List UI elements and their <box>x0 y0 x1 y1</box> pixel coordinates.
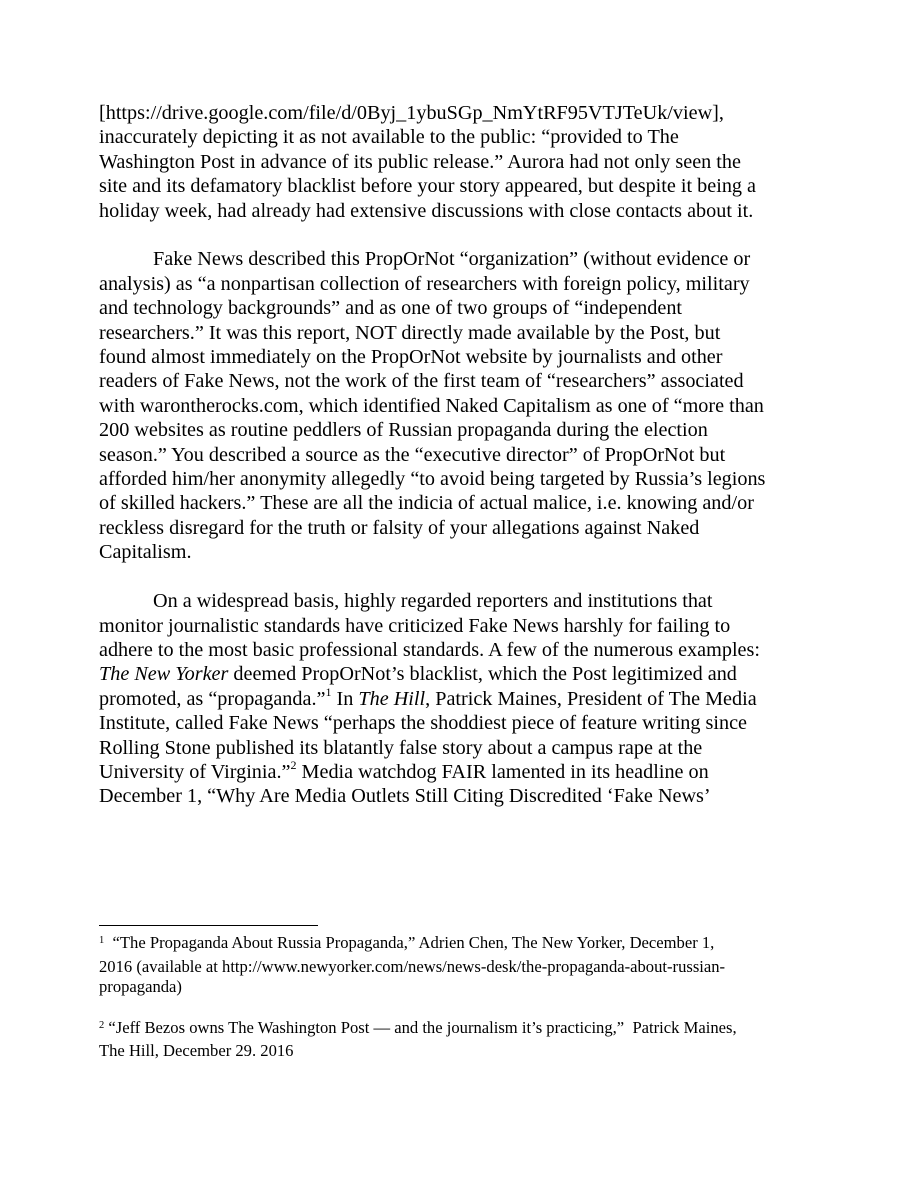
text-line: readers of Fake News, not the work of the first team of “researchers” associated <box>99 370 744 393</box>
text-line: holiday week, had already had extensive discussions with close contacts about it. <box>99 199 754 222</box>
footnote-mark: 1 <box>99 935 105 946</box>
footnotes <box>99 933 824 1082</box>
text-line: reckless disregard for the truth or falsity of your allegations against Naked <box>99 516 700 539</box>
publication-title: The New Yorker <box>99 663 229 686</box>
footnote-line: propaganda) <box>99 977 182 997</box>
text-line: [https://drive.google.com/file/d/0Byj_1ybuSGp_NmYtRF95VTJTeUk/view], <box>99 102 724 124</box>
text-line: inaccurately depicting it as not available to the public: “provided to The <box>99 126 679 149</box>
footnote-ref: 1 <box>325 684 332 699</box>
text-line: Fake News described this PropOrNot “organization” (without evidence or <box>153 248 751 271</box>
paragraph-2 <box>99 247 824 564</box>
text-run: University of Virginia.” <box>99 760 291 783</box>
text-line: analysis) as “a nonpartisan collection of researchers with foreign policy, military <box>99 272 750 295</box>
text-run: In <box>331 687 359 710</box>
text-line: 200 websites as routine peddlers of Russian propaganda during the election <box>99 419 708 442</box>
text-line: Capitalism. <box>99 541 192 564</box>
footnote-line <box>99 1018 824 1042</box>
text-line: season.” You described a source as the “executive director” of PropOrNot but <box>99 443 726 466</box>
publication-title: The Hill <box>358 687 426 710</box>
footnote-line: 2016 (available at http://www.newyorker.com/news/news-desk/the-propaganda-about-russian- <box>99 956 726 976</box>
footnote-mark: 2 <box>99 1019 105 1031</box>
letter-body <box>99 101 824 833</box>
text-line: with warontherocks.com, which identified Naked Capitalism as one of “more than <box>99 394 764 417</box>
footnote-separator <box>99 925 318 926</box>
text-line: afforded him/her anonymity allegedly “to avoid being targeted by Russia’s legions <box>99 468 766 491</box>
text-line: December 1, “Why Are Media Outlets Still Citing Discredited ‘Fake News’ <box>99 785 711 808</box>
text-line: of skilled hackers.” These are all the indicia of actual malice, i.e. knowing and/or <box>99 492 754 515</box>
text-line: adhere to the most basic professional standards. A few of the numerous examples: <box>99 638 760 661</box>
footnote-line <box>99 933 824 957</box>
paragraph-3 <box>99 589 824 809</box>
text-line <box>99 684 824 711</box>
text-line <box>99 760 824 784</box>
text-line <box>99 662 824 686</box>
paragraph-1 <box>99 101 824 223</box>
text-line: and technology backgrounds” and as one of two groups of “independent <box>99 297 683 320</box>
text-line: On a widespread basis, highly regarded reporters and institutions that <box>153 590 713 613</box>
text-line: Institute, called Fake News “perhaps the shoddiest piece of feature writing since <box>99 712 748 735</box>
text-run: “The Propaganda About Russia Propaganda,” Adrien Chen, The New Yorker, December 1, <box>104 933 715 952</box>
footnote-line: The Hill, December 29. 2016 <box>99 1041 294 1061</box>
text-line: site and its defamatory blacklist before your story appeared, but despite it being a <box>99 175 757 198</box>
text-run: deemed PropOrNot’s blacklist, which the Post legitimized and <box>228 663 737 686</box>
text-run: , Patrick Maines, President of The Media <box>425 687 757 710</box>
text-run: “Jeff Bezos owns The Washington Post — and the journalism it’s practicing,” Patrick Maines, <box>104 1017 737 1037</box>
text-run: Media watchdog FAIR lamented in its headline on <box>296 760 709 783</box>
text-line: researchers.” It was this report, NOT directly made available by the Post, but <box>99 321 721 344</box>
text-line: Rolling Stone published its blatantly false story about a campus rape at the <box>99 736 703 759</box>
text-line: monitor journalistic standards have criticized Fake News harshly for failing to <box>99 614 731 637</box>
text-run: promoted, as “propaganda.” <box>99 687 326 710</box>
text-line: Washington Post in advance of its public release.” Aurora had not only seen the <box>99 150 741 173</box>
footnote-1 <box>99 933 824 998</box>
footnote-2 <box>99 1018 824 1062</box>
footnote-ref: 2 <box>290 758 297 773</box>
text-line: found almost immediately on the PropOrNot website by journalists and other <box>99 346 723 369</box>
